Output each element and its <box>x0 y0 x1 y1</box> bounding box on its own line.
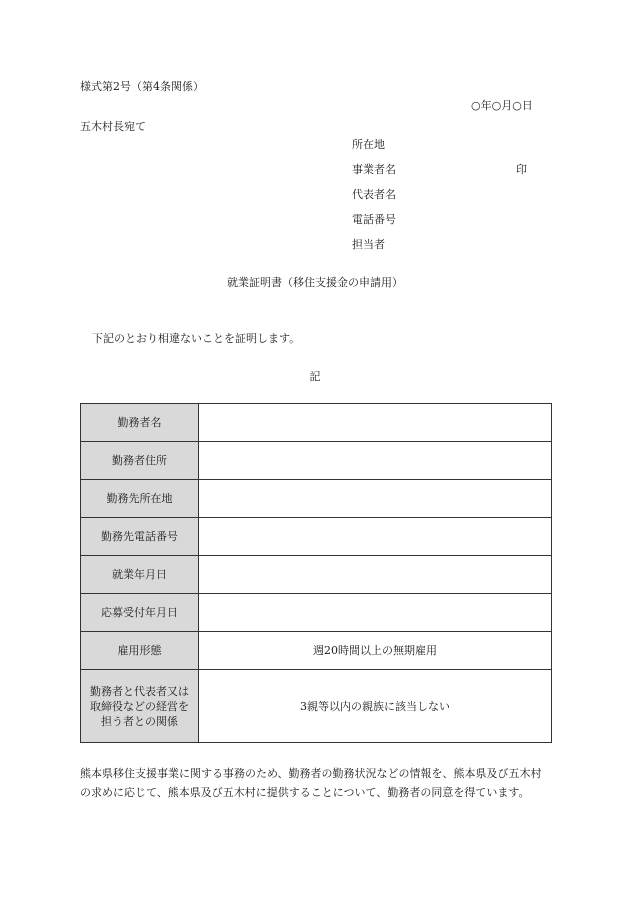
row-label: 勤務先電話番号 <box>81 518 199 556</box>
row-value: 3親等以内の親族に該当しない <box>199 670 552 743</box>
form-number: 様式第2号（第4条関係） <box>80 80 204 93</box>
ki-heading: 記 <box>309 370 321 383</box>
row-label: 勤務者住所 <box>81 442 199 480</box>
issuer-address-label: 所在地 <box>352 138 385 151</box>
row-label-line: 勤務者と代表者又は <box>90 684 189 698</box>
row-value <box>199 594 552 632</box>
table-row <box>81 442 552 480</box>
table-row <box>81 404 552 442</box>
lead-sentence: 下記のとおり相違ないことを証明します。 <box>92 332 301 345</box>
row-label: 就業年月日 <box>81 556 199 594</box>
table-row <box>81 480 552 518</box>
addressee: 五木村長宛て <box>80 120 146 133</box>
employment-info-table <box>80 403 552 743</box>
issuer-representative-label: 代表者名 <box>352 188 396 201</box>
issuer-business-name-label: 事業者名 <box>352 163 396 176</box>
table-row <box>81 556 552 594</box>
row-label: 雇用形態 <box>81 632 199 670</box>
row-label: 応募受付年月日 <box>81 594 199 632</box>
seal-mark: 印 <box>516 163 527 176</box>
table-row <box>81 670 552 743</box>
consent-note: 熊本県移住支援事業に関する事務のため、勤務者の勤務状況などの情報を、熊本県及び五木村の求めに応じて、熊本県及び五木村に提供することについて、勤務者の同意を得ています。 <box>80 767 542 799</box>
table-row <box>81 594 552 632</box>
document-title: 就業証明書（移住支援金の申請用） <box>227 276 403 289</box>
document-date: ○年○月○日 <box>471 99 533 112</box>
row-value <box>199 480 552 518</box>
row-value <box>199 556 552 594</box>
row-value <box>199 518 552 556</box>
table-row <box>81 518 552 556</box>
row-value: 週20時間以上の無期雇用 <box>199 632 552 670</box>
row-label: 勤務先所在地 <box>81 480 199 518</box>
row-label-line: 担う者との関係 <box>101 714 178 728</box>
issuer-contact-label: 担当者 <box>352 238 385 251</box>
row-label-line: 取締役などの経営を <box>90 699 189 713</box>
table-row <box>81 632 552 670</box>
issuer-phone-label: 電話番号 <box>352 213 396 226</box>
row-value <box>199 404 552 442</box>
row-label: 勤務者名 <box>81 404 199 442</box>
row-label-multiline <box>81 670 199 743</box>
row-value <box>199 442 552 480</box>
